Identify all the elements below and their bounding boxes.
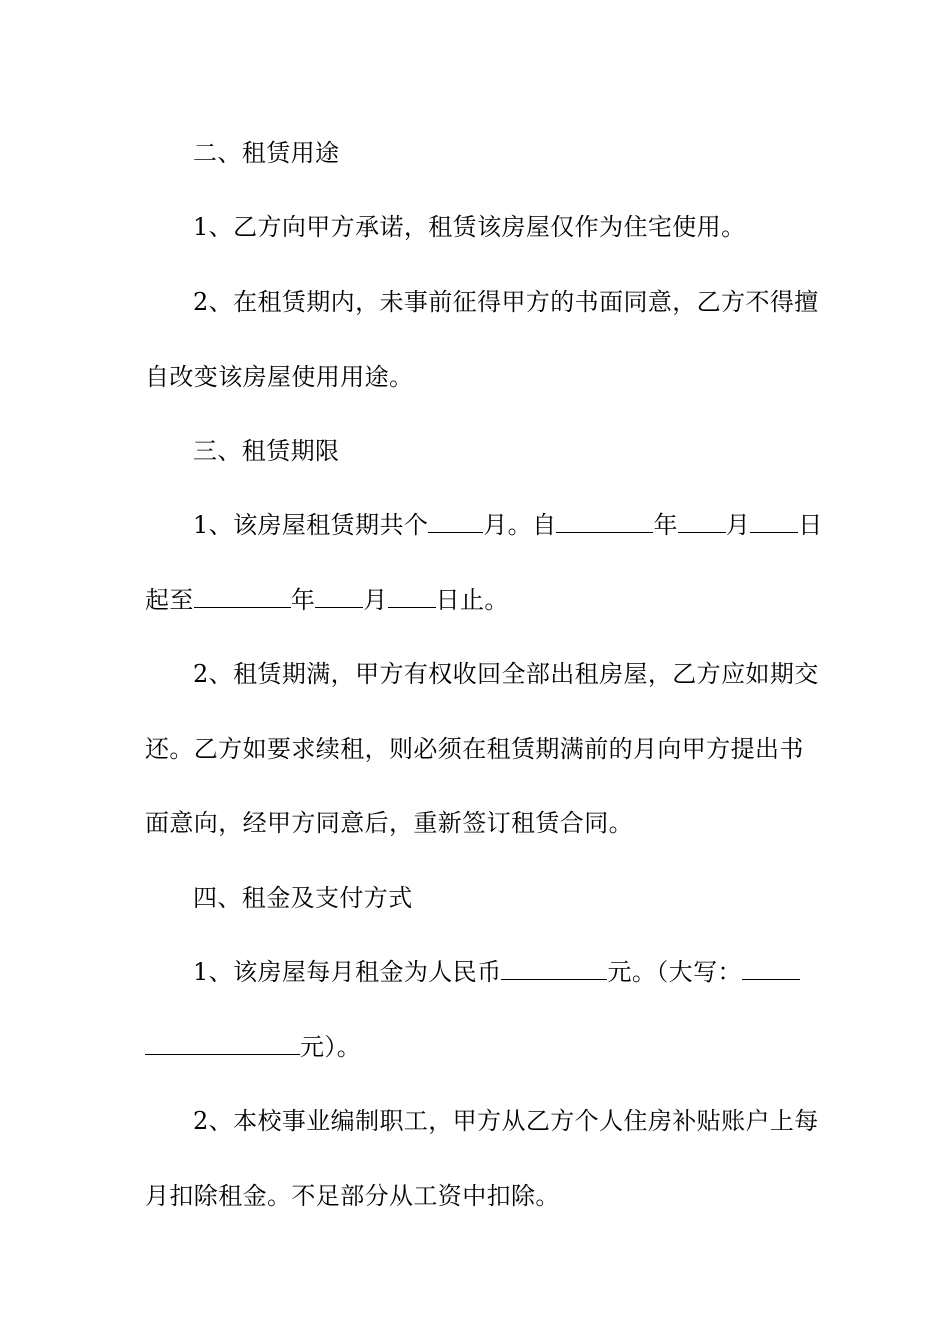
clause-text: 月 [363, 586, 388, 614]
clause-text: 年 [653, 511, 678, 539]
fill-blank-start-month [678, 510, 726, 533]
clause-text: 日止。 [435, 586, 509, 614]
section-heading-rent: 四、租金及支付方式 [193, 884, 413, 912]
clause-text: 1、该房屋租赁期共个 [193, 511, 429, 539]
term-clause-line-1 [193, 510, 873, 540]
fill-blank-end-year [194, 585, 291, 608]
clause-text: 元。（大写： [607, 958, 742, 986]
clause-text: 元）。 [300, 1033, 362, 1061]
paragraph-continuation: 月扣除租金。不足部分从工资中扣除。 [145, 1182, 560, 1210]
section-heading-term: 三、租赁期限 [193, 437, 340, 465]
fill-blank-months [428, 510, 483, 533]
fill-blank-end-day [388, 585, 436, 608]
paragraph: 2、租赁期满，甲方有权收回全部出租房屋，乙方应如期交 [193, 660, 819, 688]
rent-clause-line-1 [193, 957, 873, 987]
fill-blank-rent-uppercase-cont [145, 1032, 300, 1055]
paragraph-continuation: 还。乙方如要求续租，则必须在租赁期满前的月向甲方提出书 [145, 735, 804, 763]
clause-text: 月 [725, 511, 751, 539]
clause-text: 日 [798, 511, 823, 539]
section-heading-purpose: 二、租赁用途 [193, 139, 340, 167]
fill-blank-start-day [750, 510, 798, 533]
clause-text: 月。自 [483, 511, 557, 539]
clause-text: 起至 [145, 586, 194, 614]
paragraph: 2、本校事业编制职工，甲方从乙方个人住房补贴账户上每 [193, 1107, 819, 1135]
clause-text: 年 [290, 586, 316, 614]
paragraph-continuation: 自改变该房屋使用用途。 [145, 363, 414, 391]
paragraph-continuation: 面意向，经甲方同意后，重新签订租赁合同。 [145, 809, 633, 837]
paragraph: 1、乙方向甲方承诺，租赁该房屋仅作为住宅使用。 [193, 213, 746, 241]
term-clause-line-2 [145, 585, 825, 615]
fill-blank-rent-uppercase [742, 957, 800, 980]
clause-text: 1、该房屋每月租金为人民币 [193, 958, 502, 986]
rent-clause-line-2 [145, 1032, 825, 1062]
paragraph: 2、在租赁期内，未事前征得甲方的书面同意，乙方不得擅 [193, 288, 819, 316]
fill-blank-start-year [556, 510, 653, 533]
fill-blank-end-month [315, 585, 363, 608]
fill-blank-rent-amount [501, 957, 607, 980]
